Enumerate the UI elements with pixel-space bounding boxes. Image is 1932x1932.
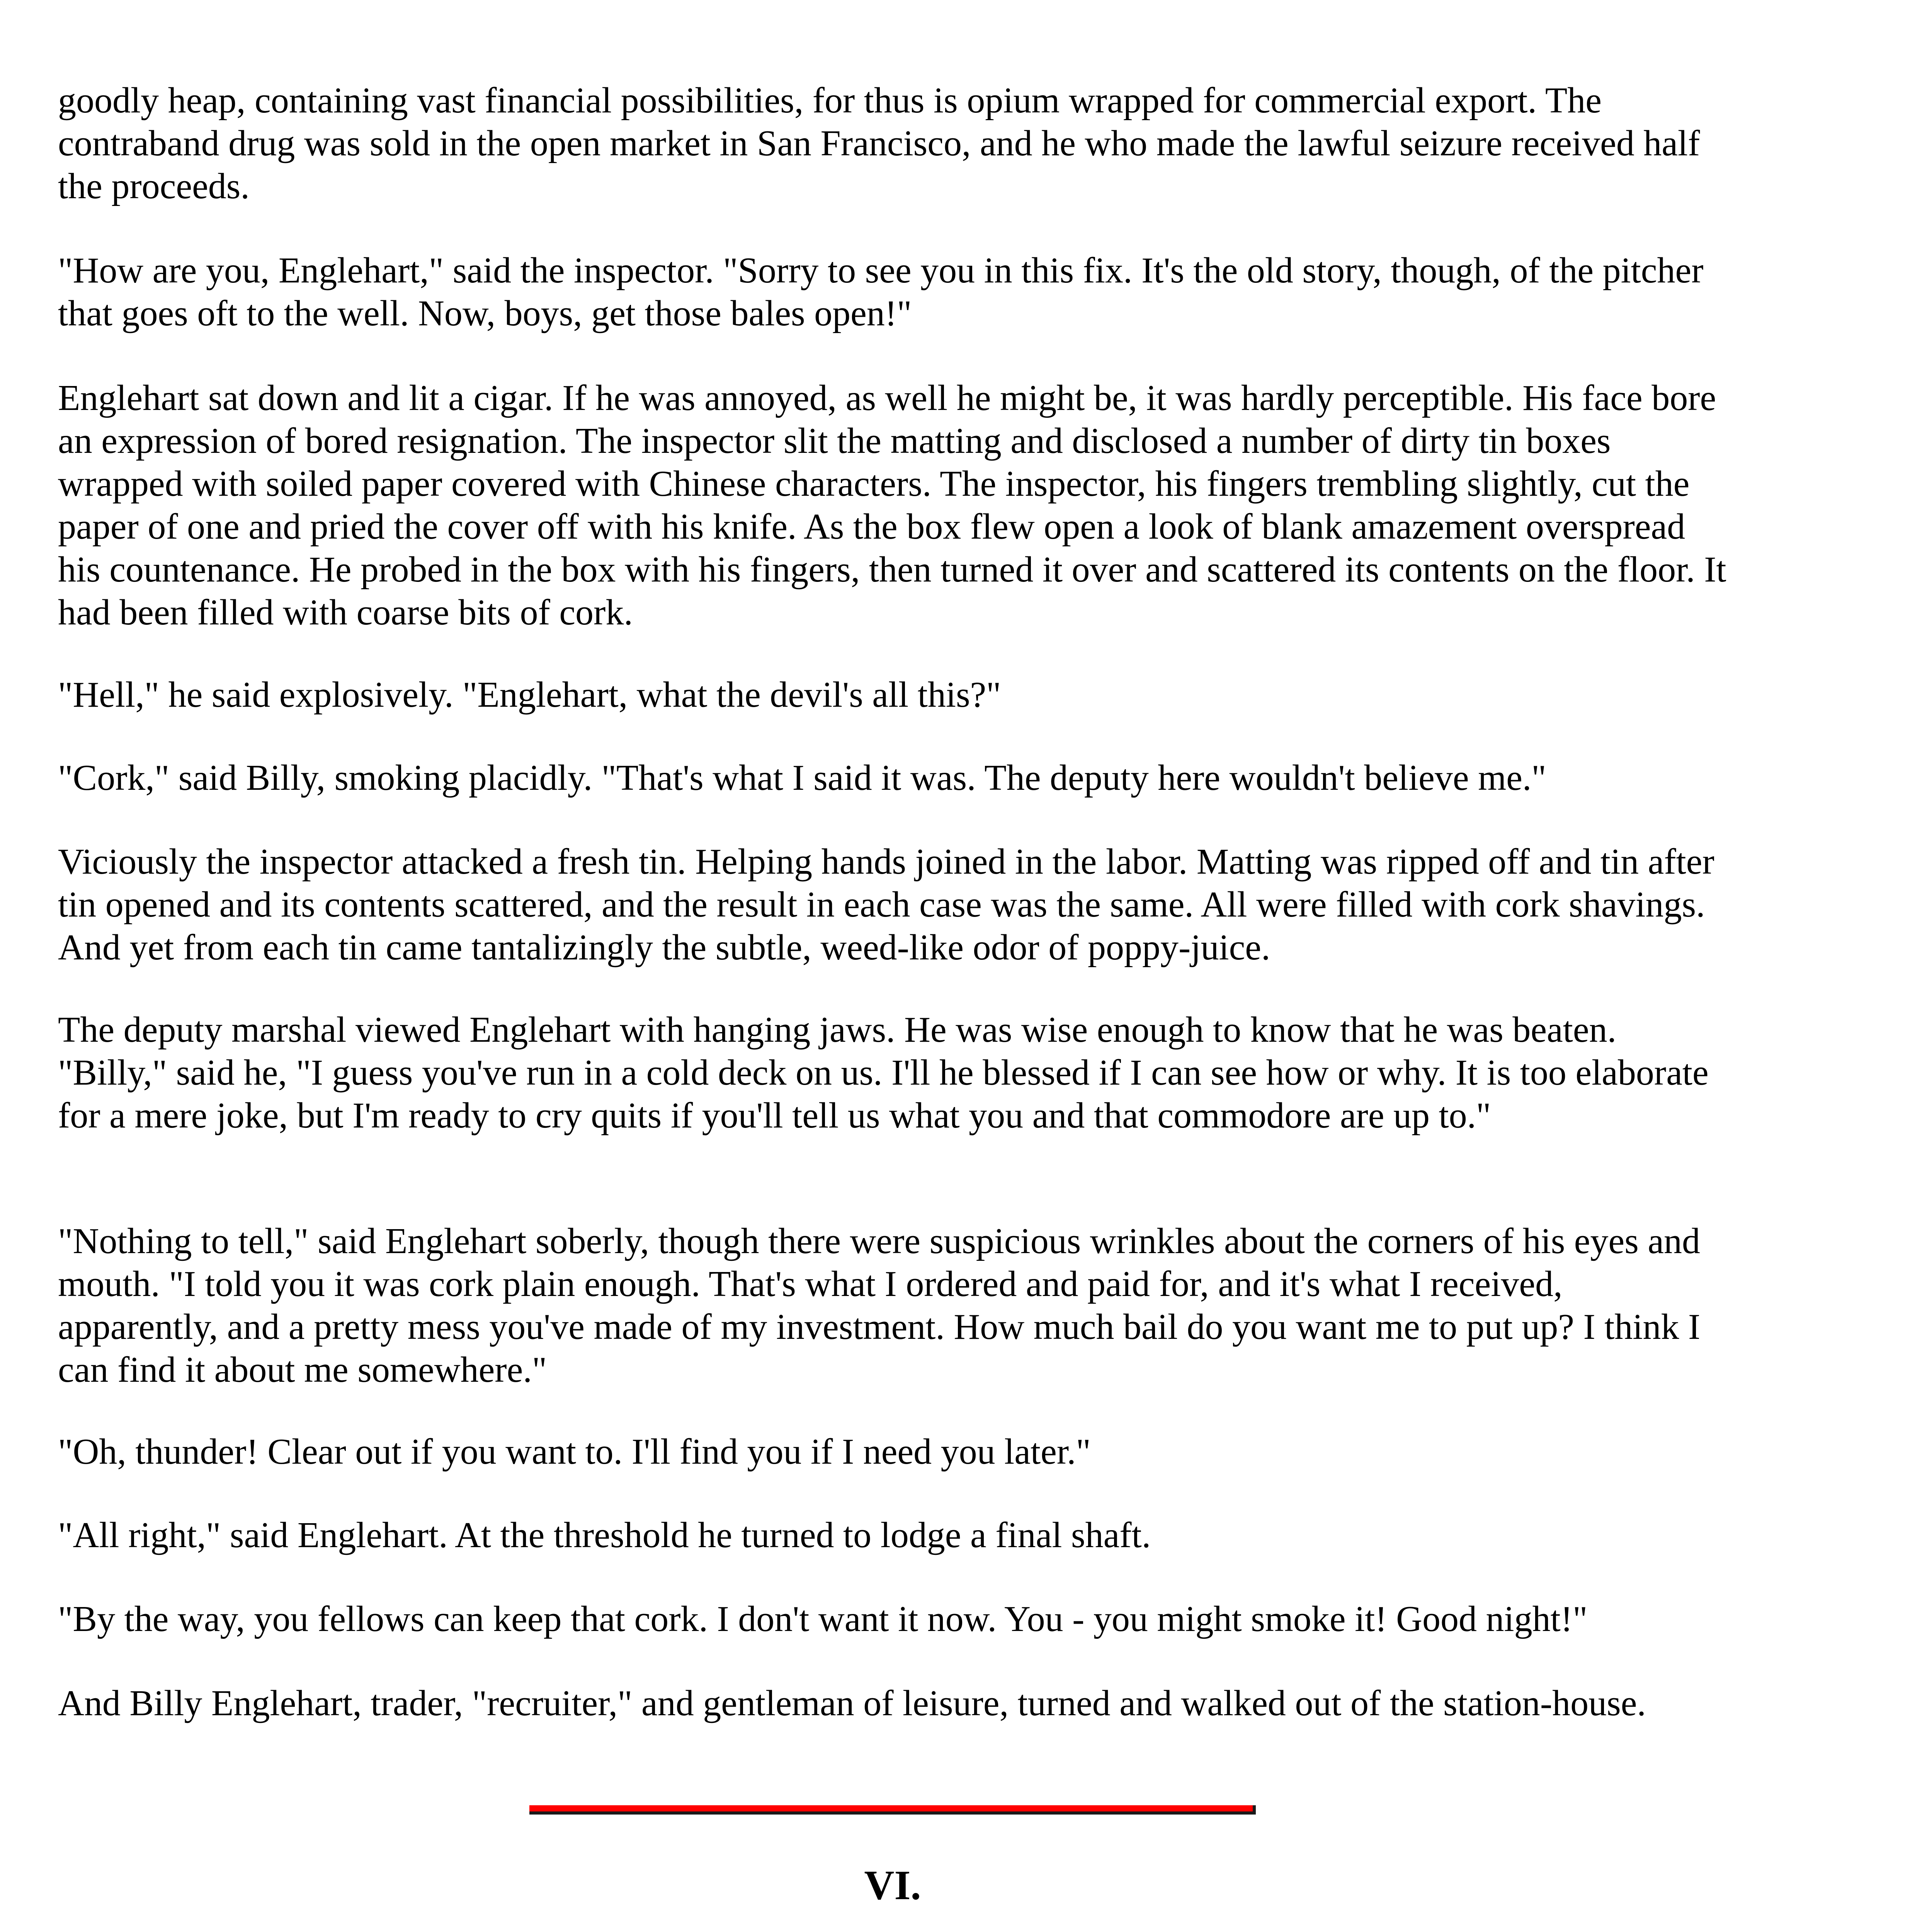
- paragraph: And Billy Englehart, trader, "recruiter," and gentleman of leisure, turned and walked out of the station-house.: [58, 1683, 1646, 1723]
- paragraph: "Oh, thunder! Clear out if you want to. I'll find you if I need you later.": [58, 1432, 1091, 1472]
- paragraph: "Nothing to tell," said Englehart soberly, though there were suspicious wrinkles about the corners of his eyes and mouth. "I told you it was cork plain enough. That's what I ordered and paid for, and it's what I received, apparently, and a pretty mess you've made of my investment. How much bail do you want me to put up? I think I can find it about me somewhere.": [58, 1221, 1701, 1390]
- paragraph: goodly heap, containing vast financial possibilities, for thus is opium wrapped for commercial export. The contraband drug was sold in the open market in San Francisco, and he who made the lawful seizure received half the proceeds.: [58, 80, 1700, 206]
- chapter-heading: VI.: [864, 1862, 921, 1908]
- paragraph: "Cork," said Billy, smoking placidly. "That's what I said it was. The deputy here wouldn't believe me.": [58, 758, 1546, 798]
- paragraph: Viciously the inspector attacked a fresh tin. Helping hands joined in the labor. Matting was ripped off and tin after tin opened and its contents scattered, and the result in each case was the same. All were filled with cork shavings. And yet from each tin came tantalizingly the subtle, weed-like odor of poppy-juice.: [58, 842, 1714, 968]
- paragraph: "By the way, you fellows can keep that cork. I don't want it now. You - you might smoke it! Good night!": [58, 1599, 1588, 1639]
- paragraph: The deputy marshal viewed Englehart with hanging jaws. He was wise enough to know that he was beaten. "Billy," said he, "I guess you've run in a cold deck on us. I'll he blessed if I can see how or why. It is too elaborate for a mere joke, but I'm ready to cry quits if you'll tell us what you and that commodore are up to.": [58, 1010, 1709, 1136]
- paragraph: "Hell," he said explosively. "Englehart, what the devil's all this?": [58, 675, 1001, 715]
- paragraph: "All right," said Englehart. At the threshold he turned to lodge a final shaft.: [58, 1515, 1151, 1555]
- paragraph: "How are you, Englehart," said the inspector. "Sorry to see you in this fix. It's the old story, though, of the pitcher that goes oft to the well. Now, boys, get those bales open!": [58, 250, 1704, 333]
- section-divider: [529, 1805, 1256, 1815]
- paragraph: Englehart sat down and lit a cigar. If he was annoyed, as well he might be, it was hardly perceptible. His face bore an expression of bored resignation. The inspector slit the matting and disclosed a number of dirty tin boxes wrapped with soiled paper covered with Chinese characters. The inspector, his fingers trembling slightly, cut the paper of one and pried the cover off with his knife. As the box flew open a look of blank amazement overspread his countenance. He probed in the box with his fingers, then turned it over and scattered its contents on the floor. It had been filled with coarse bits of cork.: [58, 378, 1726, 633]
